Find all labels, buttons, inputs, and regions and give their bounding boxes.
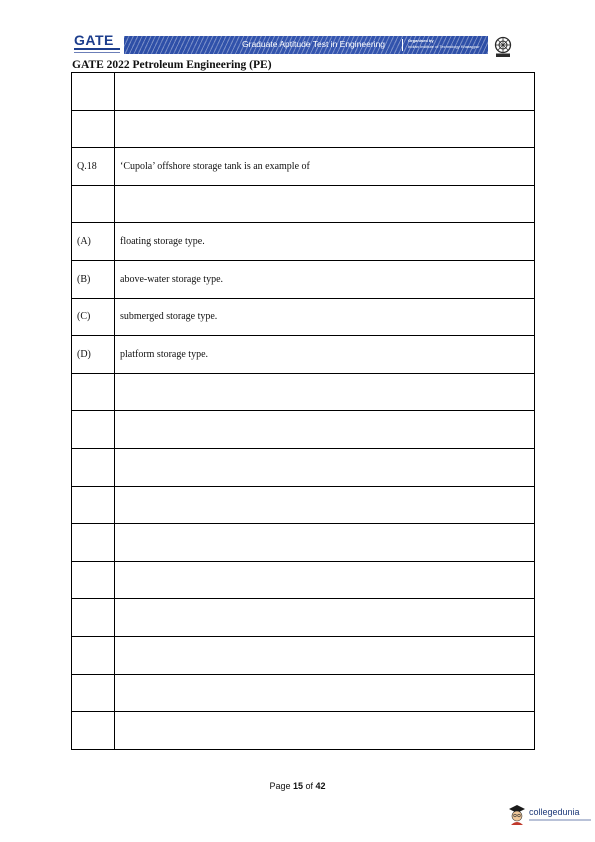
table-row [72, 674, 535, 712]
row-label-cell [72, 524, 115, 562]
row-label-cell [72, 185, 115, 223]
table-row [72, 336, 535, 374]
document-title: GATE 2022 Petroleum Engineering (PE) [72, 59, 272, 71]
row-label-cell [72, 561, 115, 599]
row-label-cell [72, 636, 115, 674]
gate-logo-text: GATE [74, 32, 114, 48]
collegedunia-tagline [529, 819, 591, 821]
row-label-cell: (A) [72, 223, 115, 261]
row-text-cell [115, 73, 535, 111]
row-label-cell [72, 712, 115, 750]
row-label-cell [72, 373, 115, 411]
banner-organizer-label: Organised by [408, 38, 434, 43]
row-label-cell [72, 599, 115, 637]
row-text-cell [115, 712, 535, 750]
gate-logo-subline [74, 52, 120, 53]
row-text-cell [115, 185, 535, 223]
table-row [72, 411, 535, 449]
table-row [72, 712, 535, 750]
question-table [71, 72, 535, 750]
table-row [72, 260, 535, 298]
page-of: of [303, 781, 316, 791]
row-text-cell [115, 599, 535, 637]
table-row [72, 73, 535, 111]
table-row [72, 599, 535, 637]
row-text-cell [115, 674, 535, 712]
gate-logo-underline [74, 48, 120, 50]
row-label-cell [72, 448, 115, 486]
table-row [72, 148, 535, 186]
table-row [72, 448, 535, 486]
row-label-cell: (C) [72, 298, 115, 336]
row-text-cell: floating storage type. [115, 223, 535, 261]
table-row [72, 486, 535, 524]
question-table-body [72, 73, 535, 750]
table-row [72, 185, 535, 223]
row-text-cell: above-water storage type. [115, 260, 535, 298]
row-text-cell [115, 486, 535, 524]
banner-separator [402, 39, 403, 51]
page-total: 42 [315, 781, 326, 791]
header-banner [72, 34, 488, 56]
row-label-cell: (D) [72, 336, 115, 374]
row-label-cell [72, 411, 115, 449]
row-text-cell: ‘Cupola’ offshore storage tank is an example of [115, 148, 535, 186]
table-row [72, 636, 535, 674]
gate-logo [72, 34, 124, 56]
row-text-cell: submerged storage type. [115, 298, 535, 336]
row-label-cell [72, 486, 115, 524]
page-prefix: Page [269, 781, 293, 791]
table-row [72, 110, 535, 148]
table-row [72, 373, 535, 411]
row-label-cell [72, 110, 115, 148]
row-text-cell [115, 636, 535, 674]
banner-title: Graduate Aptitude Test in Engineering [242, 39, 386, 49]
collegedunia-logo [508, 804, 595, 830]
page-number [0, 781, 595, 791]
table-row [72, 223, 535, 261]
graduate-avatar-icon [508, 804, 526, 826]
row-text-cell [115, 524, 535, 562]
iit-emblem-icon [493, 36, 513, 58]
table-row [72, 524, 535, 562]
row-text-cell [115, 373, 535, 411]
row-text-cell [115, 448, 535, 486]
row-label-cell [72, 674, 115, 712]
row-text-cell: platform storage type. [115, 336, 535, 374]
table-row [72, 561, 535, 599]
row-label-cell [72, 73, 115, 111]
banner-band [124, 36, 488, 54]
row-label-cell: Q.18 [72, 148, 115, 186]
page-current: 15 [292, 781, 303, 791]
table-row [72, 298, 535, 336]
banner-organizer-name: Indian Institute of Technology Kharagpur [408, 44, 480, 49]
row-text-cell [115, 110, 535, 148]
row-text-cell [115, 411, 535, 449]
collegedunia-brand-text: collegedunia [529, 807, 580, 817]
row-label-cell: (B) [72, 260, 115, 298]
row-text-cell [115, 561, 535, 599]
